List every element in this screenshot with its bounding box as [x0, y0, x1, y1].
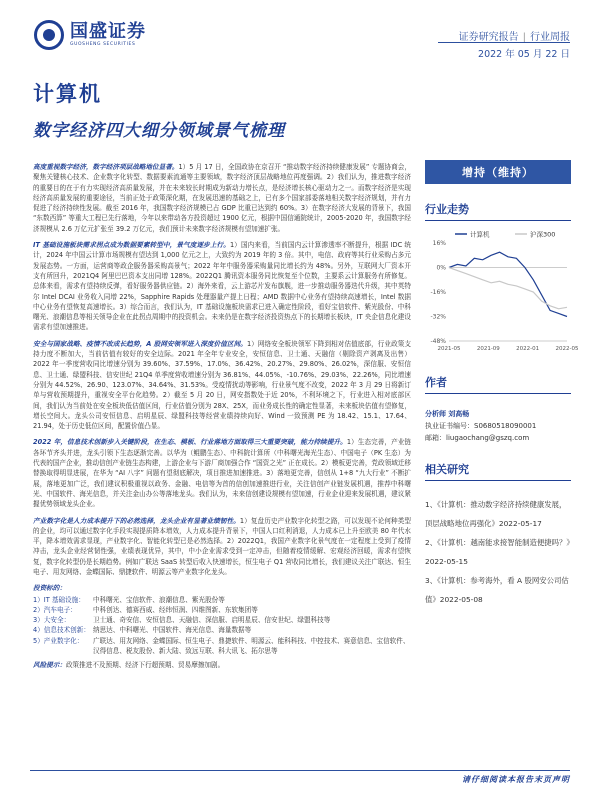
- trend-chart: [425, 227, 579, 357]
- logo-icon: [34, 20, 64, 50]
- related-item[interactable]: 3、《计算机：参考海外，看 A 股网安公司估值》2022-05-08: [425, 576, 569, 604]
- investment-key: 4）信息技术创新：: [33, 626, 90, 635]
- section-lead: 产业数字化是人力成本提升下的必然选择，龙头企业有显著业绩韧性。: [33, 516, 240, 525]
- report-category: 行业周报: [530, 32, 570, 43]
- section-lead: 安全与国家战略、疫情不改成长趋势，A 股网安领军进入深度价值区间。: [33, 339, 247, 348]
- investment-value: 中科曙光、宝信软件、浪潮信息、紫光股份等: [93, 595, 225, 604]
- list-item: [33, 605, 411, 615]
- separator: |: [522, 32, 526, 43]
- y-tick-label: 16%: [432, 240, 446, 247]
- list-item: [33, 625, 411, 635]
- author-line: [425, 408, 571, 420]
- section-lead: 2022 年，信息技术创新步入关键阶段，在生态、模板、行业落地方面取得三大重要突破，能力持续提升。: [33, 438, 347, 447]
- trend-title: 行业走势: [425, 201, 571, 221]
- author-title: 作者: [425, 374, 571, 394]
- y-tick-label: -16%: [430, 289, 446, 296]
- author-role: 分析师: [425, 410, 446, 418]
- section-lead: 高度重视数字经济，数字经济项层战略地位显著。: [33, 163, 179, 171]
- section-paragraph: [33, 339, 411, 432]
- license-number: S0680518090001: [474, 422, 537, 430]
- x-tick-label: 2021-09: [476, 346, 500, 352]
- report-date: 2022 年 05 月 22 日: [478, 49, 570, 60]
- report-type-line: [459, 28, 570, 43]
- section-paragraph: [33, 516, 411, 578]
- sidebar: [425, 160, 579, 609]
- y-tick-label: 0%: [436, 264, 446, 272]
- risk-lead: 风险提示：: [33, 661, 66, 670]
- company-logo: [34, 20, 146, 50]
- section-body: 1）复盘历史产业数字化转型之路，可以发现不论何种类型的企业，均可以通过数字化手段实现提质降本增效，人力成本提升背景下，中国人口红利消退，人力成本已上升至欧美 80 年代水平，降本增效需求显现，产业数字化、智能化转型已是必然选择。2）2022Q1，我国产业数字化景气度在一定程度上受到了疫情冲击，龙头企业经营韧性强，业绩表现优异，其中，中小企业需求受到一定冲击，但随着疫情缓解、宏观经济回暖，需求有望恢复，数字化转型仍是长期趋势。例如广联达 SaaS 转型后收入快速增长，恒生电子 Q1 营收同比增长，我们建议关注广联达、恒生电子、用友网络、金蝶国际、鼎捷软件、明源云等产业数字化龙头。: [33, 516, 411, 576]
- license-label: 执业证书编号：: [425, 422, 474, 430]
- section-paragraph: [33, 437, 411, 509]
- section-lead: IT 基础设施板块需求拐点成为数据要素转型中，景气度逐步上行。: [33, 241, 230, 250]
- footer-divider: [30, 770, 570, 771]
- industry-name: 计算机: [33, 82, 102, 106]
- author-person: 刘高畅: [448, 410, 470, 418]
- page-title: 数字经济四大细分领域景气梳理: [33, 121, 285, 141]
- investment-value: 卫士通、奇安信、安恒信息、天融信、深信服、启明星辰、信安世纪、绿盟科技等: [93, 616, 331, 625]
- y-tick-label: -48%: [430, 338, 446, 345]
- author-block: [425, 408, 571, 444]
- email-label: 邮箱：: [425, 434, 446, 442]
- section-paragraph: [33, 162, 411, 234]
- section-paragraph: [33, 240, 411, 333]
- legend-label: 计算机: [470, 230, 490, 239]
- trend-chart-svg: [425, 227, 579, 357]
- investment-title: 投资标的：: [33, 584, 66, 593]
- y-tick-label: -32%: [430, 313, 446, 321]
- investment-value: 中科创达、德赛西威、经纬恒润、四维图新、东软集团等: [93, 605, 258, 614]
- risk-body: 政策推进不及预期、经济下行超预期、贸易摩擦加剧。: [65, 661, 225, 670]
- section-body: 1）生态完善，产业链各环节齐头并进，龙头引领下生态逐渐完善。以华为（鲲鹏生态）、中科院计算所（中科曙光海光生态）、中国电子（PK 生态）为代表的国产企业，推动信创产业链生态构建，上游企业与下游厂商加强合作 “国资之光” 正在成长。2）模板更完善，党政领域迁移替换取得明显进展，在华为 “AI 八字” 问题有望彻底解决，项目推进加速推进。3）落地更完善，信创从 1+8 “九大行业” 不断扩展，落地更加广泛，我们建议积极重视以政务、金融、电信等为首的信创加速推进行业，关注信创产业链发展机遇，推荐中科曙光、中国软件、海光信息，并关注金山办公等落地龙头。我们认为，未来信创建设规模有望加速，行业企业迎来发展机遇，建议紧握优势领域龙头企业。: [33, 438, 411, 509]
- x-tick-label: 2022-05: [555, 346, 579, 352]
- main-content: [33, 162, 411, 670]
- investment-key: 2）汽车电子：: [33, 605, 77, 614]
- related-research: [425, 495, 571, 609]
- list-item: [33, 615, 411, 625]
- header-divider: [438, 42, 570, 43]
- logo-en-text: GUOSHENG SECURITIES: [70, 42, 136, 47]
- section-body: 1）5 月 17 日，全国政协在京召开 “推动数字经济持续健康发展” 专题协商会，聚焦关键核心技术、企业数字化转型、数据要素流通等主要领域，数字经济顶层战略地位再度强调。2）我们认为，推进数字经济的重要目的在于有力实现经济高质量发展，并在未来较长时期成为新动力增长点，是经济增长核心驱动力之一。而数字经济是实现经济高质量发展的重要途径，当前正处于政策深化期，在发展迅速的基础之上，已有多个国家部委落地相关数字经济规划，并有力促进了经济持续性发展。截至 2016 年，我国数字经济规模已占 GDP 比重已达到约 60%。3）在数字经济大发展的背景下，我国 “东数西算” 等重大工程已先行落地，今年以来带动各方投资超过 1900 亿元，根据中国信通院统计，2005-2020 年，我国数字经济规模从 2.6 万亿元扩张至 39.2 万亿元，我们预计未来数字经济规模有望加速扩张。: [33, 163, 411, 233]
- x-tick-label: 2022-01: [516, 346, 540, 352]
- investment-key: 3）大安全：: [33, 616, 71, 625]
- investment-targets: [33, 583, 411, 656]
- page-header: [0, 0, 600, 62]
- investment-key: 5）产业数字化：: [33, 636, 84, 645]
- logo-cn-text: 国盛证券: [70, 21, 146, 42]
- investment-value: 纳思达、中科曙光、中国软件、海光信息、海量数据等: [93, 626, 252, 635]
- risk-warning: [33, 660, 411, 670]
- investment-value: 广联达、用友网络、金蝶国际、恒生电子、鼎捷软件、明源云、能科科技、中控技术、赛意信息、宝信软件、汉得信息、税友股份、新大陆、致远互联、科大讯飞、拓尔思等: [93, 636, 410, 656]
- page-footer: [0, 760, 600, 800]
- list-item: [33, 636, 411, 657]
- series-line: [449, 268, 567, 309]
- related-item[interactable]: 2、《计算机：越南能求接智能制造便捷吗？》2022-05-15: [425, 538, 571, 566]
- email-line: [425, 432, 571, 444]
- email-address: liugaochang@gszq.com: [446, 434, 530, 442]
- rating-badge: 增持（维持）: [425, 160, 571, 184]
- section-body: 1）网络安全板块领军下降到相对估值底部，行业政策支持力度不断加大，当前估值有较好的安全边际。2021 年全年专业安全，安恒信息、卫士通、天融信（剔除资产剥离及出售）2022 年一季度营收同比增速分别为 39.60%、37.59%、17.0%、36.42%、20.27%、29.80%、26.02%，深信服、安恒信息、卫士通、绿盟科技、信安世纪 21Q4 单季度营收增速分别为 36.81%、44.05%、-10.76%、29.03%、22.26%，同比增速分别为 44.52%、26.90、123.07%、34.64%、31.53%。受疫情扰动等影响，行业景气度不改变，2022 年 3 月 29 日将新订单与营收预期提升，重视安全平台化趋势。2）截至 5 月 20 日，网安指数处于近 20%，不利环境之下，行业进入相对底部区间，我们认为当前处在安全板块低估值区间，行业估值分别为 28X、25X，而业务成长性的确定性显著，未来板块估值有望修复，增长空间大。龙头公司安恒信息、启明星辰、绿盟科技等经营业绩持续向好、Wind 一致预测 PE 为 18.42、15.1、17.64、21.94，处于历史低位区间，配置价值凸显。: [33, 339, 411, 431]
- investment-key: 1）IT 基础设施：: [33, 595, 85, 604]
- legend-label: 沪深300: [530, 230, 556, 239]
- list-item: [33, 595, 411, 605]
- related-item[interactable]: 1、《计算机：推动数字经济持续健康发展，顶层战略地位再强化》2022-05-17: [425, 500, 567, 528]
- report-type: 证券研究报告: [458, 32, 519, 43]
- x-tick-label: 2021-05: [437, 346, 461, 352]
- license-line: [425, 420, 571, 432]
- section-body: 1）国内来看，当前国内云计算渗透率不断提升，根据 IDC 统计，2024 年中国云计算市场规模有望达到 1,000 亿元之上，大致约为 2019 年的 3 倍。其中，电信、政府等其行业采购占多元发展态势。一方面，运营商等政企服务器采购高景气；2022 年年中服务器采购量同比增长约为 48%。另外，互联网大厂资本开支有所回升，2021Q4 阿里巴巴资本支出同增 128%。2022Q1 腾讯资本服务同比恢复至个位数，主要系云计算服务有所修复。总体来看，需求有望持续反弹，看好服务器供应链。2）海外来看，云上游芯片发布旗舰，进一步推动服务器迭代升级，其中英特尔 Intel DCAI 业务收入同增 22%，Sapphire Rapids 处理器量产提上日程；AMD 数据中心业务有望持续高速增长，Intel 数据中心业务有望恢复高速增长。3）综合而言，我们认为，IT 基础设施板块需求已进入确定性阶段，看好宝信软件、紫光股份、中科曙光、浪潮信息等相关领导企业在此拐点周期中的投资机会。未来仍是在数字经济投资热点下的长期增长板块，IT 央企信息化建设需求有望加速推进。: [33, 241, 412, 332]
- related-title: 相关研究: [425, 461, 571, 481]
- footer-disclaimer: 请仔细阅读本报告末页声明: [462, 775, 570, 784]
